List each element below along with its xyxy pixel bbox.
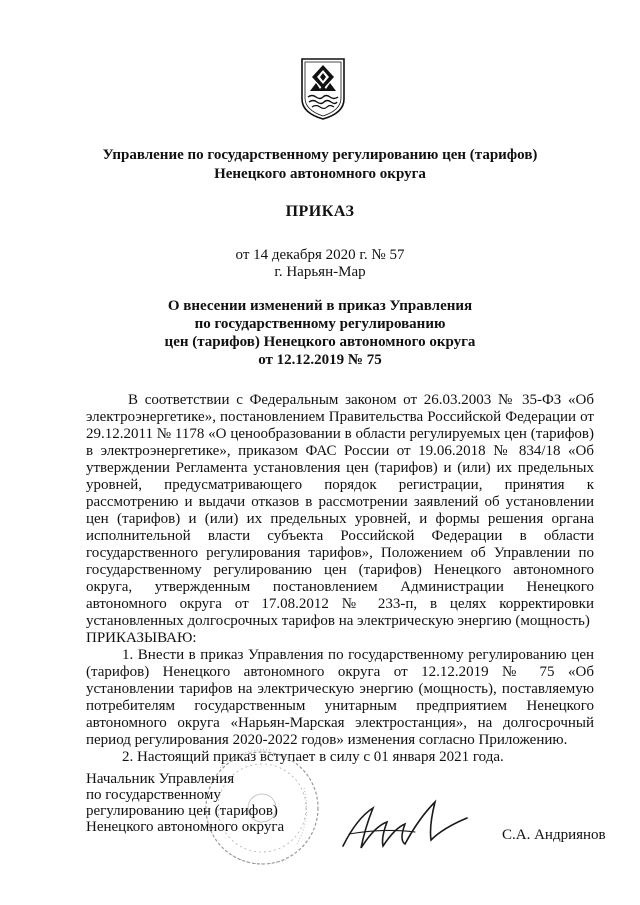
authority-line: Управление по государственному регулированию цен (тарифов) xyxy=(102,147,538,163)
authority-name xyxy=(0,146,640,184)
title-line: по государственному регулированию xyxy=(194,316,446,332)
handwritten-signature xyxy=(335,788,475,863)
authority-line: Ненецкого автономного округа xyxy=(214,166,426,182)
document-type: ПРИКАЗ xyxy=(285,203,355,220)
signatory-position xyxy=(86,771,284,835)
title-line: от 12.12.2019 № 75 xyxy=(258,352,382,368)
signatory-name: С.А. Андриянов xyxy=(502,827,606,843)
coat-of-arms-icon xyxy=(300,55,346,121)
order-item-1: 1. Внести в приказ Управления по государственному регулированию цен (тарифов) Ненецкого автономного округа от 12.12.2019 № 75 «Об установлении тарифов на электрическую энергию (мощность), поставляемую потребителям государственным унитарным предприятием Ненецкого автономного округа «Нарьян-Марская электростанция», на долгосрочный период регулирования 2020-2022 годов» изменения согласно Приложению. xyxy=(86,647,594,748)
order-word: ПРИКАЗЫВАЮ: xyxy=(86,630,197,646)
document-body xyxy=(86,392,594,766)
preamble-paragraph: В соответствии с Федеральным законом от 26.03.2003 № 35-ФЗ «Об электроэнергетике», постановлением Правительства Российской Федерации от 29.12.2011 № 1178 «О ценообразовании в области регулируемых цен (тарифов) в электроэнергетике», приказом ФАС России от 19.06.2018 № 834/18 «Об утверждении Регламента установления цен (тарифов) и (или) их предельных уровней, предусматривающего порядок регистрации, принятия к рассмотрению и выдачи отказов в рассмотрении заявлений об установлении цен (тарифов) и (или) их предельных уровней, и формы решения органа исполнительной власти субъекта Российской Федерации в области государственного регулирования тарифов», Положением об Управлении по государственному регулированию цен (тарифов) Ненецкого автономного округа, утвержденным постановлением Администрации Ненецкого автономного округа от 17.08.2012 № 233-п, в целях корректировки установленных долгосрочных тарифов на электрическую энергию (мощность) xyxy=(86,392,594,629)
position-line: Ненецкого автономного округа xyxy=(86,819,285,835)
position-line: по государственному xyxy=(86,787,221,803)
position-line: регулированию цен (тарифов) xyxy=(86,803,278,819)
title-line: цен (тарифов) Ненецкого автономного округа xyxy=(164,334,476,350)
document-title xyxy=(0,297,640,369)
document-city: г. Нарьян-Мар xyxy=(274,264,366,280)
order-item-2: 2. Настоящий приказ вступает в силу с 01 января 2021 года. xyxy=(122,749,504,765)
document-date-number: от 14 декабря 2020 г. № 57 xyxy=(235,247,405,263)
position-line: Начальник Управления xyxy=(86,771,235,787)
title-line: О внесении изменений в приказ Управления xyxy=(167,298,473,314)
